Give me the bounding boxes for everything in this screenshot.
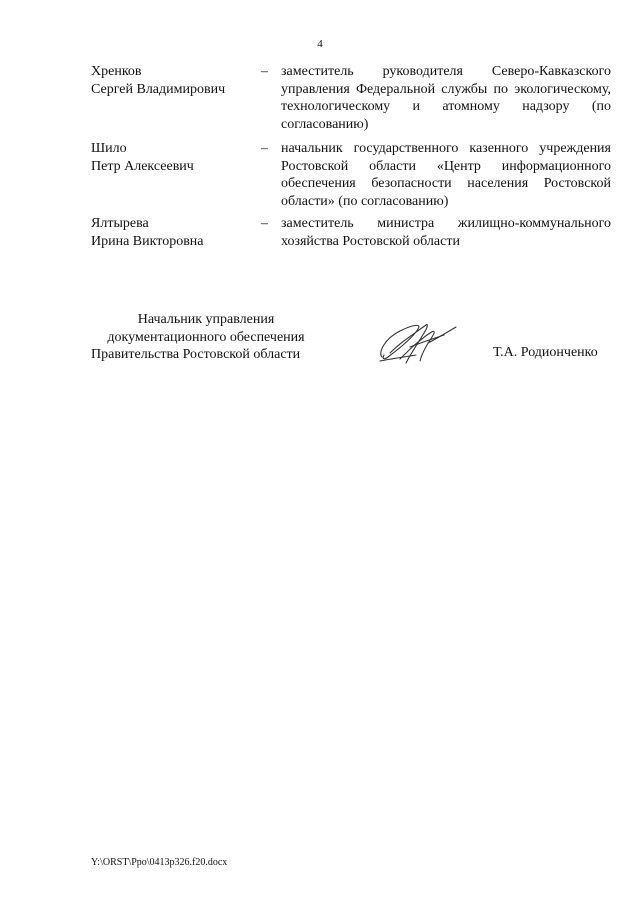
member-given-names: Петр Алексеевич xyxy=(91,158,194,174)
member-position: заместитель министра жилищно-коммунального хозяйства Ростовской области xyxy=(281,216,611,249)
member-given-names: Ирина Викторовна xyxy=(91,233,204,249)
member-name xyxy=(91,215,256,250)
handwritten-signature xyxy=(370,313,465,373)
member-name xyxy=(91,140,256,175)
signatory-title-line: Правительства Ростовской области xyxy=(91,347,301,362)
signatory-title xyxy=(91,311,321,364)
member-surname: Ялтырева xyxy=(91,216,149,231)
page-number: 4 xyxy=(317,38,323,50)
member-surname: Хренков xyxy=(91,64,142,79)
entry-dash: – xyxy=(261,216,268,231)
entry-dash: – xyxy=(261,64,268,79)
member-name xyxy=(91,63,256,98)
member-position: заместитель руководителя Северо-Кавказского управления Федеральной службы по экологическому, технологическому и атомному надзору (по согласованию) xyxy=(281,64,611,132)
entry-dash: – xyxy=(261,141,268,156)
signer-name: Т.А. Родионченко xyxy=(493,345,598,360)
member-given-names: Сергей Владимирович xyxy=(91,81,226,97)
signatory-title-line: документационного обеспечения xyxy=(107,329,305,345)
member-position: начальник государственного казенного учреждения Ростовской области «Центр информационного обеспечения безопасности населения Ростовской области» (по согласованию) xyxy=(281,141,611,209)
file-path-footer: Y:\ORST\Ppo\0413p326.f20.docx xyxy=(91,857,228,868)
signatory-title-line: Начальник управления xyxy=(137,312,275,327)
member-surname: Шило xyxy=(91,141,127,156)
